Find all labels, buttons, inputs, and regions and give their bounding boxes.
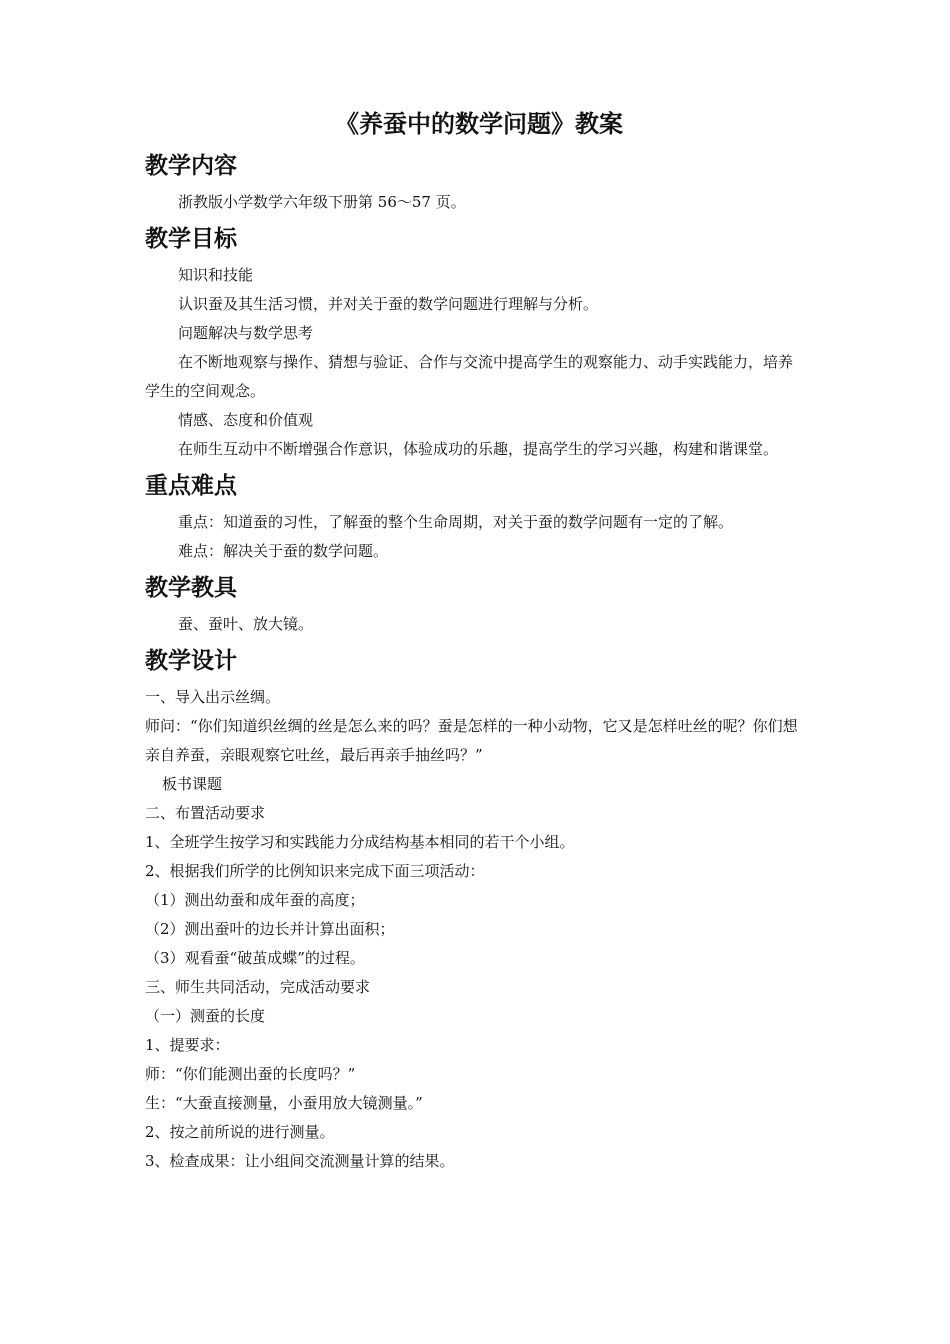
design-paragraph: 2、按之前所说的进行测量。	[145, 1123, 335, 1141]
design-paragraph: 师：“你们能测出蚕的长度吗？”	[145, 1065, 356, 1083]
goals-paragraph: 在师生互动中不断增强合作意识，体验成功的乐趣，提高学生的学习兴趣，构建和谐课堂。	[178, 440, 779, 458]
design-paragraph: 1、提要求：	[145, 1036, 230, 1054]
design-paragraph: 二、布置活动要求	[145, 804, 266, 822]
document-page	[145, 108, 805, 1176]
section-heading-goals: 教学目标	[145, 226, 237, 252]
goals-paragraph: 认识蚕及其生活习惯，并对关于蚕的数学问题进行理解与分析。	[178, 295, 599, 313]
design-paragraph: 师问：“你们知道织丝绸的丝是怎么来的吗？蚕是怎样的一种小动物，它又是怎样吐丝的呢？你们想亲自养蚕，亲眼观察它吐丝，最后再亲手抽丝吗？”	[145, 717, 798, 764]
section-heading-tools: 教学教具	[145, 575, 237, 601]
goals-subheading-knowledge: 知识和技能	[178, 266, 254, 284]
design-paragraph: （2）测出蚕叶的边长并计算出面积；	[145, 920, 395, 938]
goals-subheading-thinking: 问题解决与数学思考	[178, 324, 314, 342]
section-key-points	[145, 470, 805, 566]
section-heading-content: 教学内容	[145, 153, 237, 179]
section-tools	[145, 572, 805, 639]
key-point-paragraph: 重点：知道蚕的习性，了解蚕的整个生命周期，对关于蚕的数学问题有一定的了解。	[178, 513, 734, 531]
design-paragraph: 三、师生共同活动，完成活动要求	[145, 978, 371, 996]
section-content	[145, 150, 805, 217]
content-paragraph: 浙教版小学数学六年级下册第 56～57 页。	[178, 193, 466, 211]
design-paragraph: 3、检查成果：让小组间交流测量计算的结果。	[145, 1152, 455, 1170]
section-heading-key-points: 重点难点	[145, 473, 237, 499]
tools-paragraph: 蚕、蚕叶、放大镜。	[178, 615, 314, 633]
design-paragraph: 生：“大蚕直接测量，小蚕用放大镜测量。”	[145, 1094, 423, 1112]
design-paragraph: 2、根据我们所学的比例知识来完成下面三项活动：	[145, 862, 485, 880]
design-paragraph: 一、导入出示丝绸。	[145, 688, 281, 706]
goals-subheading-attitude: 情感、态度和价值观	[178, 411, 314, 429]
design-paragraph: （一）测蚕的长度	[145, 1007, 266, 1025]
design-paragraph: （3）观看蚕“破茧成蝶”的过程。	[145, 949, 365, 967]
section-design	[145, 645, 805, 1176]
difficulty-paragraph: 难点：解决关于蚕的数学问题。	[178, 542, 389, 560]
design-paragraph: 板书课题	[162, 775, 223, 793]
section-heading-design: 教学设计	[145, 648, 237, 674]
goals-paragraph: 在不断地观察与操作、猜想与验证、合作与交流中提高学生的观察能力、动手实践能力，培养学生的空间观念。	[145, 353, 794, 400]
section-goals	[145, 223, 805, 464]
document-title: 《养蚕中的数学问题》教案	[335, 109, 623, 138]
design-paragraph: 1、全班学生按学习和实践能力分成结构基本相同的若干个小组。	[145, 833, 575, 851]
design-paragraph: （1）测出幼蚕和成年蚕的高度；	[145, 891, 365, 909]
